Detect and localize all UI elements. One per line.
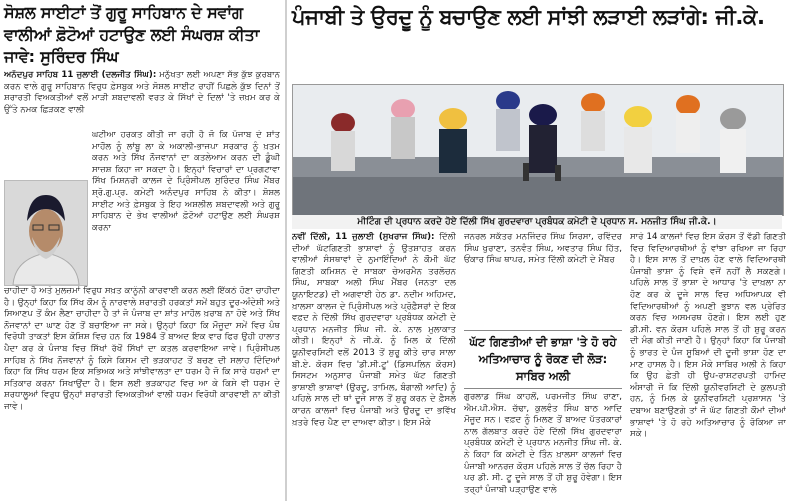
press-meeting-scene-icon: [293, 85, 783, 215]
right-article-col2-top: ਜਨਰਲ ਸਕੱਤਰ ਮਨਜਿੰਦਰ ਸਿੰਘ ਸਿਰਸਾ, ਰਵਿੰਦਰ ਸਿੰਘ ਖੁਰਾਣਾ, ਤਨਵੰਤ ਸਿੰਘ, ਅਵਤਾਰ ਸਿੰਘ ਹਿੱਤ, ਓਂਕਾਰ ਸਿੰਘ ਥਾਪਰ, ਸਮੇਤ ਦਿੱਲੀ ਕਮੇਟੀ ਦੇ ਮੈਂਬਰ: [464, 232, 622, 266]
right-article: [288, 0, 791, 501]
portrait-figure-icon: [5, 181, 87, 285]
right-article-headline: ਪੰਜਾਬੀ ਤੇ ਉਰਦੂ ਨੂੰ ਬਚਾਉਣ ਲਈ ਸਾਂਝੀ ਲੜਾਈ ਲੜਾਂਗੇ: ਜੀ.ਕੇ.: [292, 5, 765, 29]
photo-caption: ਮੀਟਿੰਗ ਦੀ ਪ੍ਰਧਾਨ ਕਰਦੇ ਹੋਏ ਦਿੱਲੀ ਸਿੱਖ ਗੁਰਦਵਾਰਾ ਪ੍ਰਬੰਧਕ ਕਮੇਟੀ ਦੇ ਪ੍ਰਧਾਨ ਸ. ਮਨਜੀਤ ਸਿੰਘ ਜੀ.ਕੇ.।: [292, 215, 782, 229]
left-article-body-3: ਚਾਹੀਦਾ ਹੈ ਅਤੇ ਮੁਲਜ਼ਮਾਂ ਵਿਰੁਧ ਸਖ਼ਤ ਕਾਨੂੰਨੀ ਕਾਰਵਾਈ ਕਰਨ ਲਈ ਇੱਕਠੇ ਹੋਣਾ ਚਾਹੀਦਾ ਹੈ। ਉਨ੍ਹਾਂ ਕਿਹਾ ਕਿ ਸਿੱਖ ਕੌਮ ਨੂੰ ਨਾਰਵਾਲੇ ਸ਼ਰਾਰਤੀ ਹਰਕਤਾਂ ਸਮੇਂ ਬਹੁਤ ਦੂਰ-ਅੰਦੇਸ਼ੀ ਅਤੇ ਸਿਆਣਪ ਤੋਂ ਕੰਮ ਲੈਣਾ ਚਾਹੀਦਾ ਹੈ ਤਾਂ ਜੋ ਪੰਜਾਬ ਦਾ ਸ਼ਾਂਤ ਮਾਹੌਲ ਖ਼ਰਾਬ ਨਾ ਹੋਵੇ ਅਤੇ ਸਿੱਖ ਨੌਜਵਾਨਾਂ ਦਾ ਘਾਣ ਹੋਣ ਤੋਂ ਬਚਾਇਆ ਜਾ ਸਕੇ। ਉਨ੍ਹਾਂ ਕਿਹਾ ਕਿ ਮੌਜੂਦਾ ਸਮੇਂ ਵਿਚ ਪੰਥ ਵਿਰੋਧੀ ਤਾਕਤਾਂ ਇਸ ਕੋਸ਼ਿਸ਼ ਵਿਚ ਹਨ ਕਿ 1984 ਤੋਂ ਬਾਅਦ ਇਕ ਵਾਰ ਫਿਰ ਉਹੀ ਹਾਲਾਤ ਪੈਦਾ ਕਰ ਕੇ ਪੰਜਾਬ ਵਿਚ ਸਿੱਖਾਂ ਰੱਖੋਂ ਸਿੱਖਾਂ ਦਾ ਕਤਲ ਕਰਵਾਇਆ ਜਾਵੇ। ਪ੍ਰਿੰਸੀਪਲ ਸਾਹਿਬ ਨੇ ਸਿੱਖ ਨੌਜਵਾਨਾਂ ਨੂੰ ਕਿਸੇ ਕਿਸਮ ਦੀ ਭੜਕਾਹਟ ਤੋਂ ਬਚਣ ਦੀ ਸਲਾਹ ਦਿੰਦਿਆਂ ਕਿਹਾ ਕਿ ਸਿੱਖ ਧਰਮ ਇਕ ਸਭਿਅਕ ਅਤੇ ਸਾਂਝੀਵਾਲਤਾ ਦਾ ਧਰਮ ਹੈ ਜੋ ਕਿ ਸਾਰੇ ਧਰਮਾਂ ਦਾ ਸਤਿਕਾਰ ਕਰਨਾ ਸਿਖਾਉਂਦਾ ਹੈ। ਇਸ ਲਈ ਭੜਕਾਹਟ ਵਿਚ ਆ ਕੇ ਕਿਸੇ ਵੀ ਧਰਮ ਦੇ ਸ਼ਰਧਾਲੂਆਂ ਵਿਰੁਧ ਉਨ੍ਹਾਂ ਸ਼ਰਾਰਤੀ ਵਿਅਕਤੀਆਂ ਵਾਲੀ ਧਰਮ ਵਿਰੋਧੀ ਕਾਰਵਾਈ ਨਾ ਕੀਤੀ ਜਾਵੇ।: [4, 286, 280, 412]
right-article-col1: [292, 232, 456, 498]
column-divider: [285, 0, 287, 501]
right-article-col2-bottom: ਗੁਰਲਾਡ ਸਿੰਘ ਕਾਹਲੋਂ, ਪਰਮਜੀਤ ਸਿੰਘ ਰਾਣਾ, ਐਮ.ਪੀ.ਐਸ. ਚੱਢਾ, ਕੁਲਵੰਤ ਸਿੰਘ ਬਾਠ ਆਦਿ ਮੌਜੂਦ ਸਨ। ਵਫ਼ਦ ਨੂੰ ਮਿਲਣ ਤੋਂ ਬਾਅਦ ਪੱਤਰਕਾਰਾਂ ਨਾਲ ਗੱਲਬਾਤ ਕਰਦੇ ਹੋਏ ਦਿੱਲੀ ਸਿੱਖ ਗੁਰਦਵਾਰਾ ਪ੍ਰਬੰਧਕ ਕਮੇਟੀ ਦੇ ਪ੍ਰਧਾਨ ਮਨਜੀਤ ਸਿੰਘ ਜੀ. ਕੇ. ਨੇ ਕਿਹਾ ਕਿ ਕਮੇਟੀ ਦੇ ਤਿੰਨ ਖ਼ਾਲਸਾ ਕਾਲਜਾਂ ਵਿਚ ਪੰਜਾਬੀ ਆਨਰਜ਼ ਕੋਰਸ ਪਹਿਲੇ ਸਾਲ ਤੋਂ ਚੱਲ ਰਿਹਾ ਹੈ ਪਰ ਡੀ. ਸੀ. ਟੂ ਦੂਜੇ ਸਾਲ ਤੋਂ ਹੀ ਸ਼ੁਰੂ ਹੋਵੇਗਾ। ਇਸ ਤਰ੍ਹਾਂ ਪੰਜਾਬੀ ਪੜ੍ਹਾਉਣ ਵਾਲੇ: [464, 392, 622, 495]
right-article-dateline: ਨਵੀਂ ਦਿੱਲੀ, 11 ਜੁਲਾਈ (ਸੁਖਰਾਜ ਸਿੰਘ):: [292, 232, 435, 242]
press-meeting-photo: [292, 84, 784, 216]
right-article-col1-text: ਦਿੱਲੀ ਦੀਆਂ ਘੱਟਗਿਣਤੀ ਭਾਸ਼ਾਵਾਂ ਨੂੰ ਉਤਸ਼ਾਹਤ ਕਰਨ ਵਾਲੀਆਂ ਸੰਸਥਾਵਾਂ ਦੇ ਨੁਮਾਇੰਦਿਆਂ ਨੇ ਕੌਮੀ ਘੱਟ ਗਿਣਤੀ ਕਮਿਸ਼ਨ ਦੇ ਸਾਬਕਾ ਚੇਅਰਮੈਨ ਤਰਲੋਚਨ ਸਿੰਘ, ਸਾਬਕਾ ਅਲੀ ਸਿੰਘ ਮੈਂਬਰ (ਜਨਤਾ ਦਲ ਯੂਨਾਇਟਡ) ਦੀ ਅਗਵਾਈ ਹੇਠ ਡਾ. ਨਦੀਮ ਅਹਿਮਦ, ਖ਼ਾਲਸਾ ਕਾਲਜ ਦੇ ਪ੍ਰਿੰਸੀਪਲ ਅਤੇ ਪ੍ਰੋਫ਼ੈਸਰਾਂ ਦੇ ਇਕ ਵਫ਼ਦ ਨੇ ਦਿੱਲੀ ਸਿੱਖ ਗੁਰਦਵਾਰਾ ਪ੍ਰਬੰਧਕ ਕਮੇਟੀ ਦੇ ਪ੍ਰਧਾਨ ਮਨਜੀਤ ਸਿੰਘ ਜੀ. ਕੇ. ਨਾਲ ਮੁਲਾਕਾਤ ਕੀਤੀ। ਇਨ੍ਹਾਂ ਨੇ ਜੀ.ਕੇ. ਨੂੰ ਮਿਲ ਕੇ ਦਿੱਲੀ ਯੂਨੀਵਰਸਿਟੀ ਵਲੋਂ 2013 ਤੋਂ ਸ਼ੁਰੂ ਕੀਤੇ ਚਾਰ ਸਾਲਾ ਬੀ.ਏ. ਕੋਰਸ ਵਿਚ 'ਡੀ.ਸੀ.ਟੂ' (ਡਿਸਪਲਿਨ ਕੋਰਸ) ਸਿਸਟਮ ਅਨੁਸਾਰ ਪੰਜਾਬੀ ਸਮੇਤ ਘੱਟ ਗਿਣਤੀ ਭਾਸ਼ਾਈ ਭਾਸ਼ਾਵਾਂ (ਉਰਦੂ, ਤਾਮਿਲ, ਬੰਗਾਲੀ ਆਦਿ) ਨੂੰ ਪਹਿਲੇ ਸਾਲ ਦੀ ਥਾਂ ਦੂਜੇ ਸਾਲ ਤੋਂ ਸ਼ੁਰੂ ਕਰਨ ਦੇ ਫ਼ੈਸਲੇ ਕਾਰਨ ਕਾਲਜਾਂ ਵਿਚ ਪੰਜਾਬੀ ਅਤੇ ਉਰਦੂ ਦਾ ਭਵਿੱਖ ਖ਼ਤਰੇ ਵਿਚ ਪੈਣ ਦਾ ਦਾਅਵਾ ਕੀਤਾ। ਇਸ ਮੌਕੇ: [292, 232, 456, 428]
left-article-headline: ਸੋਸ਼ਲ ਸਾਈਟਾਂ ਤੋਂ ਗੁਰੂ ਸਾਹਿਬਾਨ ਦੇ ਸਵਾਂਗ ਵਾਲੀਆਂ ਫ਼ੋਟੋਆਂ ਹਟਾਉਣ ਲਈ ਸੰਘਰਸ਼ ਕੀਤਾ ਜਾਵੇ: ਸੁਰਿੰਦਰ ਸਿੰਘ: [4, 3, 260, 66]
right-article-col3: ਸਾਰੇ 14 ਕਾਲਜਾਂ ਵਿਚ ਇਸ ਕੋਰਸ ਤੋਂ ਵੱਡੀ ਗਿਣਤੀ ਵਿਚ ਵਿਦਿਆਰਥੀਆਂ ਨੂੰ ਵਾਂਝਾ ਰਖਿਆ ਜਾ ਰਿਹਾ ਹੈ। ਇਸ ਸਾਲ ਤੋਂ ਦਾਖ਼ਲ ਹੋਣ ਵਾਲੇ ਵਿਦਿਆਰਥੀ ਪੰਜਾਬੀ ਭਾਸ਼ਾ ਨੂੰ ਵਿਸ਼ੇ ਵਜੋਂ ਨਹੀਂ ਲੈ ਸਕਣਗੇ। ਪਹਿਲੇ ਸਾਲ ਤੋਂ ਭਾਸ਼ਾ ਦੇ ਆਧਾਰ 'ਤੇ ਦਾਖ਼ਲਾ ਨਾ ਹੋਣ ਕਰ ਕੇ ਦੂਜੇ ਸਾਲ ਵਿਚ ਅਧਿਆਪਕ ਵੀ ਵਿਦਿਆਰਥੀਆਂ ਨੂੰ ਅਪਣੀ ਭੁਝਾਨ ਵਲ ਪ੍ਰੇਰਿਤ ਕਰਨ ਵਿਚ ਅਸਮਰਥ ਹੋਣਗੇ। ਇਸ ਲਈ ਹੁਣ ਡੀ.ਸੀ. ਵਨ ਕੋਰਸ ਪਹਿਲੇ ਸਾਲ ਤੋਂ ਹੀ ਸ਼ੁਰੂ ਕਰਨ ਦੀ ਮੰਗ ਕੀਤੀ ਜਾਣੀ ਹੈ। ਉਨ੍ਹਾਂ ਕਿਹਾ ਕਿ ਪੰਜਾਬੀ ਨੂੰ ਭਾਰਤ ਦੇ ਪੰਜ ਸੂਬਿਆਂ ਦੀ ਦੂਜੀ ਭਾਸ਼ਾ ਹੋਣ ਦਾ ਮਾਣ ਹਾਸਲ ਹੈ। ਇਸ ਮੌਕੇ ਸਾਬਿਰ ਅਲੀ ਨੇ ਕਿਹਾ ਕਿ ਉਹ ਛੇਤੀ ਹੀ ਉਪ-ਰਾਸ਼ਟਰਪਤੀ ਹਾਮਿਦ ਅੰਸਾਰੀ ਜੋ ਕਿ ਦਿੱਲੀ ਯੂਨੀਵਰਸਿਟੀ ਦੇ ਕੁਲਪਤੀ ਹਨ, ਨੂੰ ਮਿਲ ਕੇ ਯੂਨੀਵਰਸਿਟੀ ਪ੍ਰਸ਼ਾਸਨ 'ਤੇ ਦਬਾਅ ਬਣਾਉਣਗੇ ਤਾਂ ਜੋ ਘੱਟ ਗਿਣਤੀ ਕੌਮਾਂ ਦੀਆਂ ਭਾਸ਼ਾਵਾਂ 'ਤੇ ਹੋ ਰਹੇ ਅਤਿਆਚਾਰ ਨੂੰ ਰੋਕਿਆ ਜਾ ਸਕੇ।: [630, 232, 786, 440]
left-article-body-1: ਮਨੁੱਖਤਾ ਲਈ ਅਪਣਾ ਸੱਭ ਕੁੱਝ ਕੁਰਬਾਨ ਕਰਨ ਵਾਲੇ ਗੁਰੂ ਸਾਹਿਬਾਨ ਵਿਰੁਧ ਫ਼ੇਸਬੁਕ ਅਤੇ ਸੋਸ਼ਲ ਸਾਈਟ ਰਾਹੀਂ ਪਿਛਲੇ ਕੁੱਝ ਦਿਨਾਂ ਤੋਂ ਸ਼ਰਾਰਤੀ ਵਿਅਕਤੀਆਂ ਵਲੋਂ ਮਾੜੀ ਸ਼ਬਦਾਵਲੀ ਵਰਤ ਕੇ ਸਿੱਖਾਂ ਦੇ ਦਿਲਾਂ 'ਤੇ ਜ਼ਖ਼ਮ ਕਰ ਕੇ ਉੱਤੇ ਨਮਕ ਛਿੜਕਣ ਵਾਲੀ: [4, 70, 280, 115]
left-article-dateline: ਅਨੰਦਪੁਰ ਸਾਹਿਬ 11 ਜੁਲਾਈ (ਦਲਜੀਤ ਸਿੰਘ):: [4, 70, 157, 80]
left-article: [0, 0, 284, 501]
sub-headline: ਘੱਟ ਗਿਣਤੀਆਂ ਦੀ ਭਾਸ਼ਾ 'ਤੇ ਹੋ ਰਹੇ ਅਤਿਆਚਾਰ ਨੂੰ ਰੋਕਣ ਦੀ ਲੋੜ: ਸਾਬਿਰ ਅਲੀ: [464, 330, 622, 389]
left-article-body-2: ਘਟੀਆ ਹਰਕਤ ਕੀਤੀ ਜਾ ਰਹੀ ਹੈ ਜੋ ਕਿ ਪੰਜਾਬ ਦੇ ਸ਼ਾਂਤ ਮਾਹੌਲ ਨੂੰ ਲਾਂਬੂ ਲਾ ਕੇ ਅਕਾਲੀ-ਭਾਜਪਾ ਸਰਕਾਰ ਨੂੰ ਖ਼ਤਮ ਕਰਨ ਅਤੇ ਸਿੱਖ ਨੌਜਵਾਨਾਂ ਦਾ ਕਤਲੇਆਮ ਕਰਨ ਦੀ ਡੂੰਘੀ ਸਾਜ਼ਸ਼ ਕਿਹਾ ਜਾ ਸਕਦਾ ਹੈ। ਇਨ੍ਹਾਂ ਵਿਚਾਰਾਂ ਦਾ ਪ੍ਰਗਟਾਵਾ ਸਿੱਖ ਮਿਸ਼ਨਰੀ ਕਾਲਜ ਦੇ ਪ੍ਰਿੰਸੀਪਲ ਸੁਰਿੰਦਰ ਸਿੰਘ ਮੈਂਬਰ ਸ਼੍ਰੋ.ਗੁ.ਪ੍ਰ. ਕਮੇਟੀ ਅਨੰਦਪੁਰ ਸਾਹਿਬ ਨੇ ਕੀਤਾ। ਸ਼ੋਸ਼ਲ ਸਾਈਟ ਅਤੇ ਫ਼ੇਸਬੁਕ ਤੇ ਇਹ ਅਸ਼ਲੀਲ ਸ਼ਬਦਾਵਲੀ ਅਤੇ ਗੁਰੂ ਸਾਹਿਬਾਨ ਦੇ ਭੇਖ ਵਾਲੀਆਂ ਫ਼ੋਟੋਆਂ ਹਟਾਉਣ ਲਈ ਸੰਘਰਸ਼ ਕਰਨਾ: [92, 130, 280, 233]
portrait-photo: [4, 180, 88, 286]
left-article-lead: [4, 70, 280, 128]
